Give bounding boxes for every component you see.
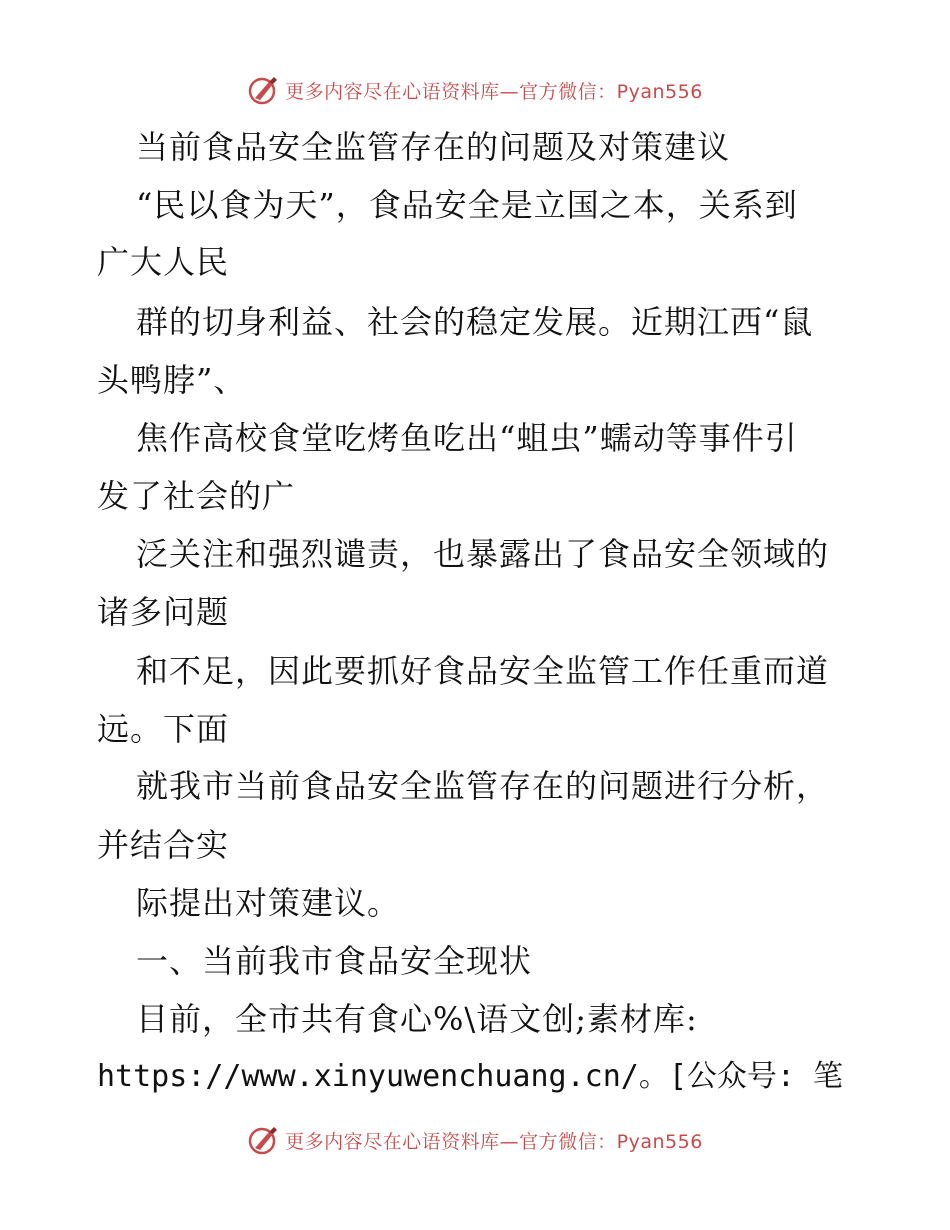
paragraph-line: 目前，全市共有食心%\语文创;素材库: <box>136 1000 698 1038</box>
url-line: https://www.xinyuwenchuang.cn/。[公众号: 笔 <box>97 1059 844 1094</box>
pen-logo-icon <box>247 1124 279 1156</box>
banner-text: 更多内容尽在心语资料库—官方微信：Pyan556 <box>285 80 703 103</box>
paragraph-line: 泛关注和强烈谴责，也暴露出了食品安全领域的 <box>136 535 830 573</box>
paragraph-line: 广大人民 <box>97 243 230 281</box>
banner-text: 更多内容尽在心语资料库—官方微信：Pyan556 <box>285 1130 703 1153</box>
paragraph-line: 头鸭脖”、 <box>97 361 247 399</box>
paragraph-line: 和不足，因此要抓好食品安全监管工作任重而道 <box>136 652 830 690</box>
section-heading: 一、当前我市食品安全现状 <box>136 942 533 980</box>
footer-watermark-banner <box>0 1120 950 1160</box>
paragraph-line: 就我市当前食品安全监管存在的问题进行分析， <box>136 767 830 805</box>
paragraph-line: 远。下面 <box>97 710 230 748</box>
paragraph-line: “民以食为天”，食品安全是立国之本，关系到 <box>136 186 798 224</box>
paragraph-line: 并结合实 <box>97 826 230 864</box>
paragraph-line: 群的切身利益、社会的稳定发展。近期江西“鼠 <box>136 303 814 341</box>
paragraph-line: 际提出对策建议。 <box>136 884 401 922</box>
document-title: 当前食品安全监管存在的问题及对策建议 <box>136 128 731 166</box>
paragraph-line: 诸多问题 <box>97 593 230 631</box>
paragraph-line: 发了社会的广 <box>97 477 296 515</box>
paragraph-line: 焦作高校食堂吃烤鱼吃出“蛆虫”蠕动等事件引 <box>136 419 798 457</box>
